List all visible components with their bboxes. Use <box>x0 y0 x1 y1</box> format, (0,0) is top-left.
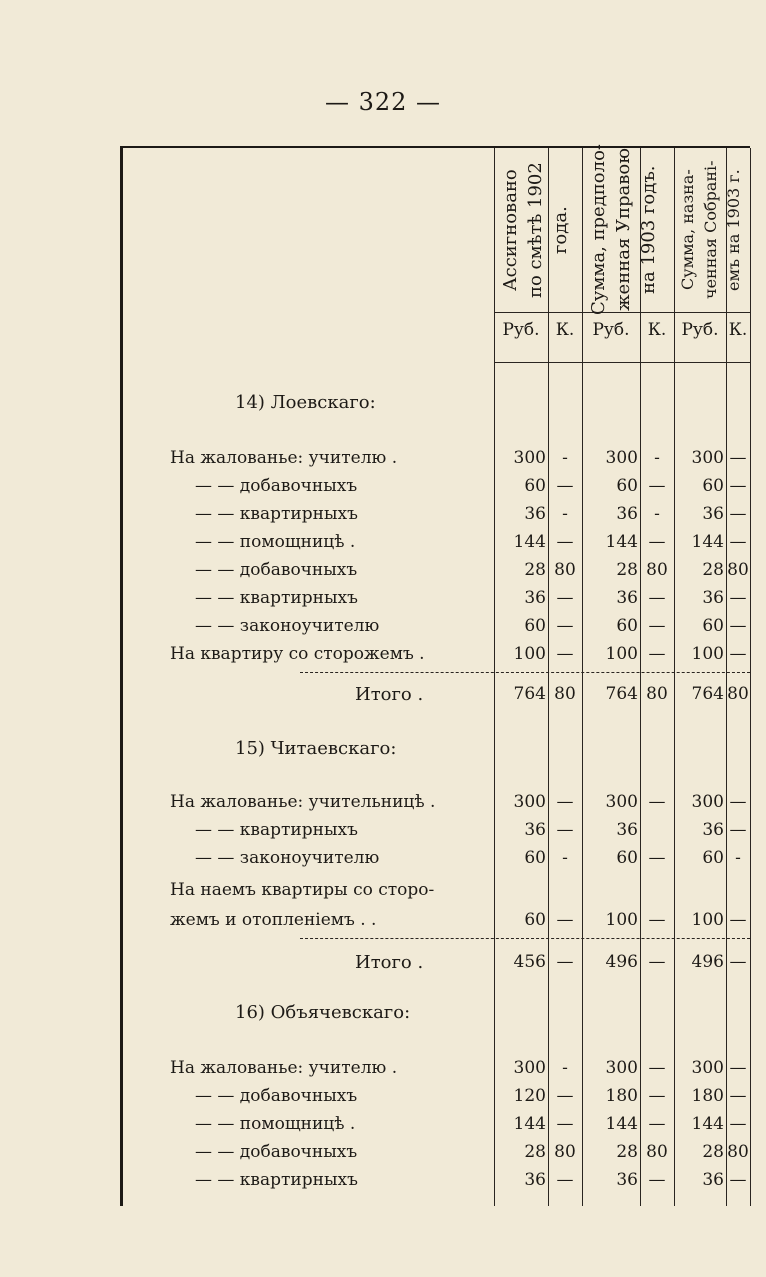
column-divider <box>674 148 675 1206</box>
approved-rub: 496 <box>691 952 724 972</box>
proposed-rub: 60 <box>616 476 638 496</box>
row-label: — — законоучителю <box>195 616 380 636</box>
unit-kop: К. <box>647 320 667 340</box>
approved-rub: 100 <box>691 910 724 930</box>
approved-rub: 28 <box>702 560 724 580</box>
approved-rub: 144 <box>691 532 724 552</box>
header-divider <box>494 362 750 363</box>
assigned-rub: 300 <box>513 792 546 812</box>
approved-rub: 36 <box>702 820 724 840</box>
section-title: 16) Объячевскаго: <box>235 1002 411 1023</box>
unit-kop: К. <box>555 320 575 340</box>
approved-kop: 80 <box>727 1142 749 1162</box>
table-row <box>0 1170 766 1198</box>
approved-kop: 80 <box>727 684 749 704</box>
proposed-kop: 80 <box>646 684 668 704</box>
assigned-rub: 100 <box>513 644 546 664</box>
proposed-rub: 300 <box>605 1058 638 1078</box>
approved-rub: 300 <box>691 792 724 812</box>
assigned-kop: — <box>556 1086 574 1106</box>
table-row <box>0 616 766 644</box>
table-row <box>0 532 766 560</box>
approved-rub: 36 <box>702 1170 724 1190</box>
proposed-rub: 496 <box>605 952 638 972</box>
proposed-rub: 144 <box>605 532 638 552</box>
approved-kop: — <box>729 644 747 664</box>
approved-rub: 100 <box>691 644 724 664</box>
section-title: 14) Лоевскаго: <box>235 392 376 413</box>
assigned-rub: 36 <box>524 588 546 608</box>
assigned-rub: 144 <box>513 532 546 552</box>
approved-kop: — <box>729 952 747 972</box>
assigned-kop: — <box>556 588 574 608</box>
unit-rub: Руб. <box>681 320 719 340</box>
table-row <box>0 820 766 848</box>
row-label: — — квартирныхъ <box>195 820 358 840</box>
approved-rub: 144 <box>691 1114 724 1134</box>
approved-kop: 80 <box>727 560 749 580</box>
proposed-kop: — <box>648 792 666 812</box>
assigned-kop: - <box>562 504 568 524</box>
row-label: На жалованье: учителю . <box>170 448 398 468</box>
table-row <box>0 880 766 940</box>
total-row <box>0 952 766 980</box>
assigned-rub: 300 <box>513 1058 546 1078</box>
assigned-rub: 456 <box>513 952 546 972</box>
column-divider <box>582 148 583 1206</box>
approved-rub: 28 <box>702 1142 724 1162</box>
row-label: Итого . <box>355 952 424 973</box>
proposed-kop: — <box>648 532 666 552</box>
header-col-assigned: Ассигновано по смѣтѣ 1902 года. <box>500 162 571 298</box>
proposed-kop: 80 <box>646 1142 668 1162</box>
assigned-rub: 300 <box>513 448 546 468</box>
proposed-kop: — <box>648 1086 666 1106</box>
total-row <box>0 684 766 712</box>
row-label: На квартиру со сторожемъ . <box>170 644 425 664</box>
table-row <box>0 476 766 504</box>
approved-kop: — <box>729 1058 747 1078</box>
assigned-kop: - <box>562 448 568 468</box>
table-row <box>0 1114 766 1142</box>
table-left-border <box>120 146 123 1206</box>
proposed-kop: - <box>654 448 660 468</box>
unit-rub: Руб. <box>502 320 540 340</box>
approved-rub: 36 <box>702 588 724 608</box>
approved-kop: — <box>729 476 747 496</box>
table-row <box>0 1142 766 1170</box>
assigned-kop: 80 <box>554 684 576 704</box>
row-label: — — добавочныхъ <box>195 1142 358 1162</box>
assigned-rub: 120 <box>513 1086 546 1106</box>
table-row <box>0 588 766 616</box>
row-label: — — добавочныхъ <box>195 1086 358 1106</box>
approved-rub: 180 <box>691 1086 724 1106</box>
column-divider <box>494 148 495 1206</box>
table-row <box>0 504 766 532</box>
table-row <box>0 1086 766 1114</box>
assigned-kop: — <box>556 616 574 636</box>
section-heading <box>0 1002 766 1030</box>
approved-kop: — <box>729 588 747 608</box>
section-heading <box>0 738 766 766</box>
assigned-rub: 60 <box>524 910 546 930</box>
assigned-kop: — <box>556 1114 574 1134</box>
approved-rub: 300 <box>691 448 724 468</box>
proposed-rub: 36 <box>616 820 638 840</box>
approved-rub: 60 <box>702 476 724 496</box>
assigned-rub: 36 <box>524 504 546 524</box>
row-label: — — квартирныхъ <box>195 588 358 608</box>
assigned-kop: - <box>562 848 568 868</box>
assigned-rub: 60 <box>524 848 546 868</box>
proposed-rub: 300 <box>605 448 638 468</box>
proposed-kop: — <box>648 588 666 608</box>
assigned-rub: 144 <box>513 1114 546 1134</box>
unit-rub: Руб. <box>592 320 630 340</box>
approved-rub: 300 <box>691 1058 724 1078</box>
proposed-kop: — <box>648 644 666 664</box>
approved-kop: — <box>729 1170 747 1190</box>
assigned-rub: 60 <box>524 616 546 636</box>
assigned-kop: — <box>556 910 574 930</box>
table-row <box>0 448 766 476</box>
total-separator <box>300 672 750 674</box>
table-row <box>0 792 766 820</box>
row-label: — — квартирныхъ <box>195 504 358 524</box>
proposed-rub: 764 <box>605 684 638 704</box>
row-label: — — помощницѣ . <box>195 532 356 552</box>
approved-kop: — <box>729 504 747 524</box>
proposed-rub: 60 <box>616 848 638 868</box>
section-heading <box>0 392 766 420</box>
assigned-rub: 28 <box>524 560 546 580</box>
header-col-proposed: Сумма, предполо- женная Управою на 1903 годъ. <box>588 144 659 316</box>
column-divider <box>750 148 751 1206</box>
row-label: Итого . <box>355 684 424 705</box>
proposed-rub: 144 <box>605 1114 638 1134</box>
proposed-kop: — <box>648 952 666 972</box>
assigned-kop: — <box>556 820 574 840</box>
page-number: — 322 — <box>324 88 442 116</box>
row-label: — — добавочныхъ <box>195 560 358 580</box>
assigned-kop: — <box>556 952 574 972</box>
unit-kop: К. <box>728 320 748 340</box>
proposed-rub: 28 <box>616 560 638 580</box>
row-label: — — законоучителю <box>195 848 380 868</box>
approved-rub: 60 <box>702 848 724 868</box>
proposed-rub: 28 <box>616 1142 638 1162</box>
assigned-kop: — <box>556 476 574 496</box>
header-col-approved: Сумма, назна- ченная Собрані- емъ на 1903 г. <box>678 160 743 300</box>
row-label: жемъ и отопленіемъ . . <box>170 910 377 930</box>
assigned-rub: 764 <box>513 684 546 704</box>
approved-kop: — <box>729 1114 747 1134</box>
proposed-rub: 100 <box>605 910 638 930</box>
row-label: На наемъ квартиры со сторо- <box>170 880 435 900</box>
table-row <box>0 644 766 672</box>
proposed-kop: — <box>648 1058 666 1078</box>
approved-kop: - <box>735 848 741 868</box>
proposed-rub: 36 <box>616 1170 638 1190</box>
assigned-rub: 36 <box>524 1170 546 1190</box>
approved-kop: — <box>729 910 747 930</box>
proposed-rub: 60 <box>616 616 638 636</box>
table-row <box>0 848 766 876</box>
proposed-rub: 300 <box>605 792 638 812</box>
approved-rub: 764 <box>691 684 724 704</box>
total-separator <box>300 938 750 940</box>
approved-kop: — <box>729 532 747 552</box>
row-label: — — помощницѣ . <box>195 1114 356 1134</box>
proposed-kop: — <box>648 910 666 930</box>
assigned-kop: — <box>556 644 574 664</box>
proposed-kop: 80 <box>646 560 668 580</box>
proposed-rub: 180 <box>605 1086 638 1106</box>
assigned-kop: — <box>556 532 574 552</box>
table-row <box>0 1058 766 1086</box>
proposed-kop: — <box>648 1114 666 1134</box>
row-label: — — добавочныхъ <box>195 476 358 496</box>
assigned-kop: - <box>562 1058 568 1078</box>
proposed-kop: — <box>648 476 666 496</box>
assigned-kop: 80 <box>554 560 576 580</box>
assigned-kop: 80 <box>554 1142 576 1162</box>
proposed-kop: - <box>654 504 660 524</box>
row-label: — — квартирныхъ <box>195 1170 358 1190</box>
section-title: 15) Читаевскаго: <box>235 738 397 759</box>
proposed-kop: — <box>648 1170 666 1190</box>
approved-kop: — <box>729 448 747 468</box>
assigned-kop: — <box>556 1170 574 1190</box>
row-label: На жалованье: учительницѣ . <box>170 792 436 812</box>
approved-rub: 36 <box>702 504 724 524</box>
assigned-rub: 60 <box>524 476 546 496</box>
assigned-rub: 28 <box>524 1142 546 1162</box>
proposed-rub: 100 <box>605 644 638 664</box>
proposed-rub: 36 <box>616 588 638 608</box>
assigned-kop: — <box>556 792 574 812</box>
approved-kop: — <box>729 616 747 636</box>
approved-kop: — <box>729 792 747 812</box>
assigned-rub: 36 <box>524 820 546 840</box>
proposed-rub: 36 <box>616 504 638 524</box>
table-row <box>0 560 766 588</box>
proposed-kop: — <box>648 616 666 636</box>
approved-rub: 60 <box>702 616 724 636</box>
approved-kop: — <box>729 820 747 840</box>
proposed-kop: — <box>648 848 666 868</box>
approved-kop: — <box>729 1086 747 1106</box>
row-label: На жалованье: учителю . <box>170 1058 398 1078</box>
